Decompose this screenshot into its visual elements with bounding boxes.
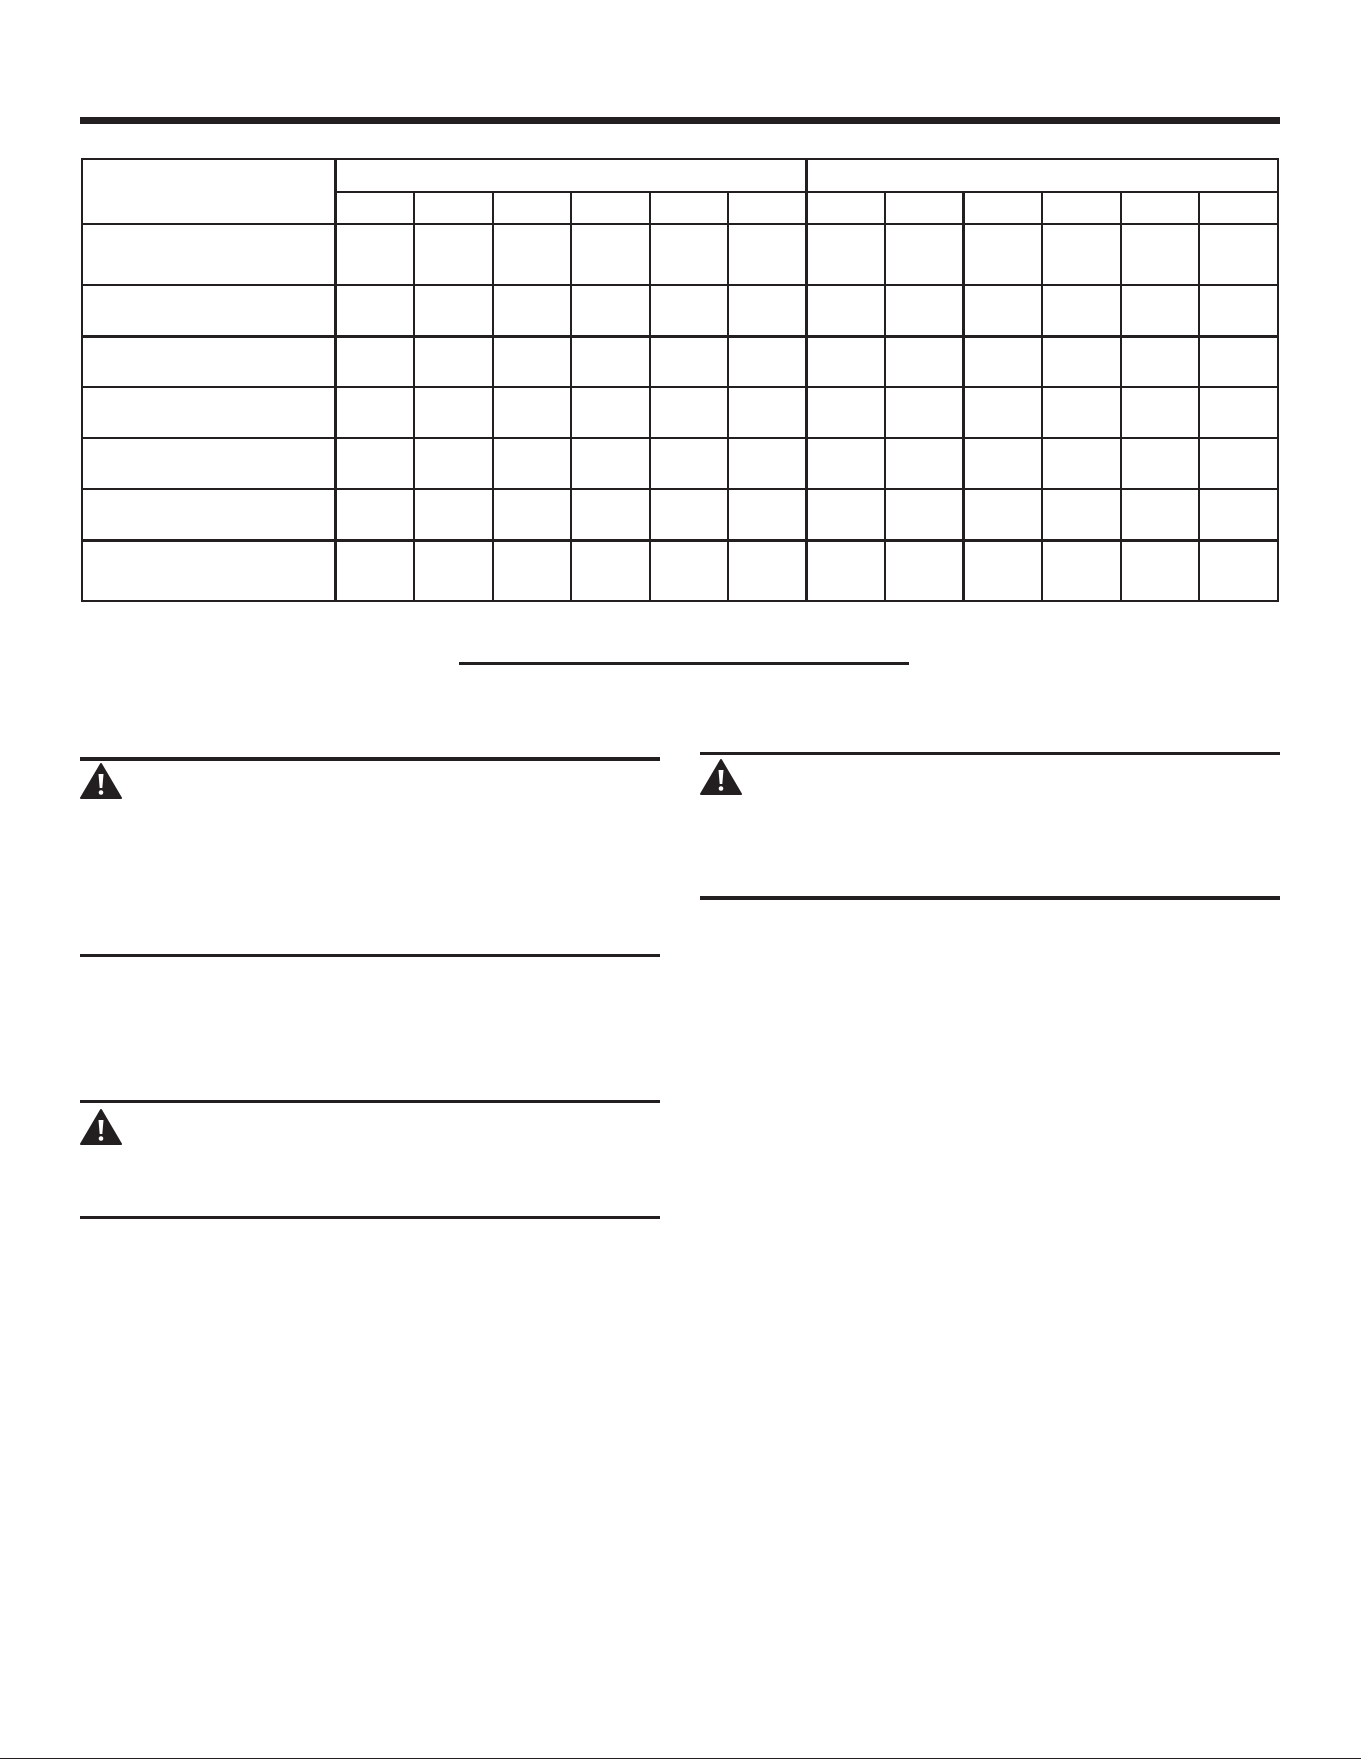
table-row — [82, 540, 1278, 601]
table-cell — [336, 438, 415, 489]
table-cell — [1199, 438, 1278, 489]
table-cell — [885, 540, 964, 601]
header-group-cell — [336, 159, 807, 192]
table-cell — [650, 336, 729, 387]
table-cell — [807, 489, 886, 540]
table-cell — [728, 387, 807, 438]
warning-bottom-rule — [80, 954, 660, 957]
table-cell — [493, 540, 572, 601]
table-cell — [571, 285, 650, 336]
table-cell — [414, 336, 493, 387]
table-cell — [1121, 438, 1200, 489]
table-cell — [1042, 387, 1121, 438]
table-header-row — [82, 159, 1278, 192]
table-cell — [493, 489, 572, 540]
table-cell — [728, 285, 807, 336]
subheader-cell — [493, 192, 572, 224]
table-row — [82, 489, 1278, 540]
subheader-cell — [650, 192, 729, 224]
table-cell — [728, 438, 807, 489]
subheader-cell — [1199, 192, 1278, 224]
warning-triangle-icon — [79, 762, 123, 800]
table-cell — [964, 489, 1043, 540]
table-cell — [1042, 438, 1121, 489]
table-cell — [571, 540, 650, 601]
table-cell — [336, 285, 415, 336]
table-cell — [1199, 224, 1278, 285]
table-cell — [1199, 540, 1278, 601]
table-cell — [336, 540, 415, 601]
row-label-cell — [82, 438, 336, 489]
table-cell — [1199, 489, 1278, 540]
subheader-cell — [1042, 192, 1121, 224]
table-cell — [650, 540, 729, 601]
warning-triangle-icon — [699, 758, 743, 796]
subheader-cell — [571, 192, 650, 224]
table-cell — [1199, 387, 1278, 438]
subheader-cell — [964, 192, 1043, 224]
table-cell — [414, 387, 493, 438]
table-cell — [336, 489, 415, 540]
subheader-cell — [414, 192, 493, 224]
row-label-cell — [82, 387, 336, 438]
header-rule — [80, 117, 1280, 124]
header-group-cell — [807, 159, 1278, 192]
table-cell — [964, 336, 1043, 387]
table-cell — [1042, 489, 1121, 540]
table-cell — [964, 438, 1043, 489]
table-cell — [414, 438, 493, 489]
table-cell — [571, 336, 650, 387]
table-cell — [1042, 224, 1121, 285]
table-cell — [414, 489, 493, 540]
table-corner-cell — [82, 159, 336, 224]
table-cell — [1121, 285, 1200, 336]
table-cell — [493, 387, 572, 438]
table-cell — [807, 438, 886, 489]
table-cell — [964, 224, 1043, 285]
subheader-cell — [728, 192, 807, 224]
warning-top-rule — [700, 752, 1280, 755]
table-cell — [885, 387, 964, 438]
table-cell — [650, 224, 729, 285]
table-cell — [1121, 224, 1200, 285]
table-cell — [964, 387, 1043, 438]
table-cell — [1121, 387, 1200, 438]
table-cell — [650, 285, 729, 336]
table-cell — [728, 489, 807, 540]
table-cell — [1042, 285, 1121, 336]
table-cell — [650, 438, 729, 489]
table-cell — [1199, 336, 1278, 387]
table-cell — [336, 336, 415, 387]
row-label-cell — [82, 489, 336, 540]
table-cell — [964, 285, 1043, 336]
warning-top-rule — [80, 757, 660, 761]
subheader-cell — [336, 192, 415, 224]
table-cell — [571, 224, 650, 285]
table-row — [82, 224, 1278, 285]
table-cell — [493, 224, 572, 285]
row-label-cell — [82, 224, 336, 285]
table-cell — [964, 540, 1043, 601]
row-label-cell — [82, 540, 336, 601]
row-label-cell — [82, 336, 336, 387]
table-cell — [650, 489, 729, 540]
table-cell — [1121, 540, 1200, 601]
table-cell — [336, 387, 415, 438]
table-cell — [885, 438, 964, 489]
table-cell — [885, 489, 964, 540]
table-cell — [414, 224, 493, 285]
table-cell — [807, 540, 886, 601]
table-row — [82, 285, 1278, 336]
table-cell — [728, 224, 807, 285]
footer-rule — [0, 1758, 1361, 1759]
table-cell — [807, 285, 886, 336]
subheader-cell — [1121, 192, 1200, 224]
table-cell — [414, 285, 493, 336]
table-cell — [493, 285, 572, 336]
table-cell — [728, 540, 807, 601]
table-cell — [728, 336, 807, 387]
specifications-table — [81, 158, 1279, 602]
table-cell — [885, 224, 964, 285]
table-cell — [493, 438, 572, 489]
table-cell — [885, 336, 964, 387]
warning-triangle-icon — [79, 1108, 123, 1146]
table-cell — [336, 224, 415, 285]
warning-top-rule — [80, 1100, 660, 1103]
table-cell — [1042, 540, 1121, 601]
table-row — [82, 336, 1278, 387]
table-cell — [807, 336, 886, 387]
table-cell — [1042, 336, 1121, 387]
table-cell — [1121, 489, 1200, 540]
row-label-cell — [82, 285, 336, 336]
table-cell — [885, 285, 964, 336]
table-cell — [807, 224, 886, 285]
warning-bottom-rule — [700, 896, 1280, 900]
table-cell — [571, 438, 650, 489]
table-cell — [571, 489, 650, 540]
table-cell — [807, 387, 886, 438]
table-cell — [650, 387, 729, 438]
table-cell — [493, 336, 572, 387]
table-cell — [414, 540, 493, 601]
warning-bottom-rule — [80, 1216, 660, 1219]
section-heading-underline — [459, 662, 909, 665]
subheader-cell — [807, 192, 886, 224]
subheader-cell — [885, 192, 964, 224]
table-row — [82, 438, 1278, 489]
table-cell — [1121, 336, 1200, 387]
table-cell — [1199, 285, 1278, 336]
table-cell — [571, 387, 650, 438]
table-row — [82, 387, 1278, 438]
